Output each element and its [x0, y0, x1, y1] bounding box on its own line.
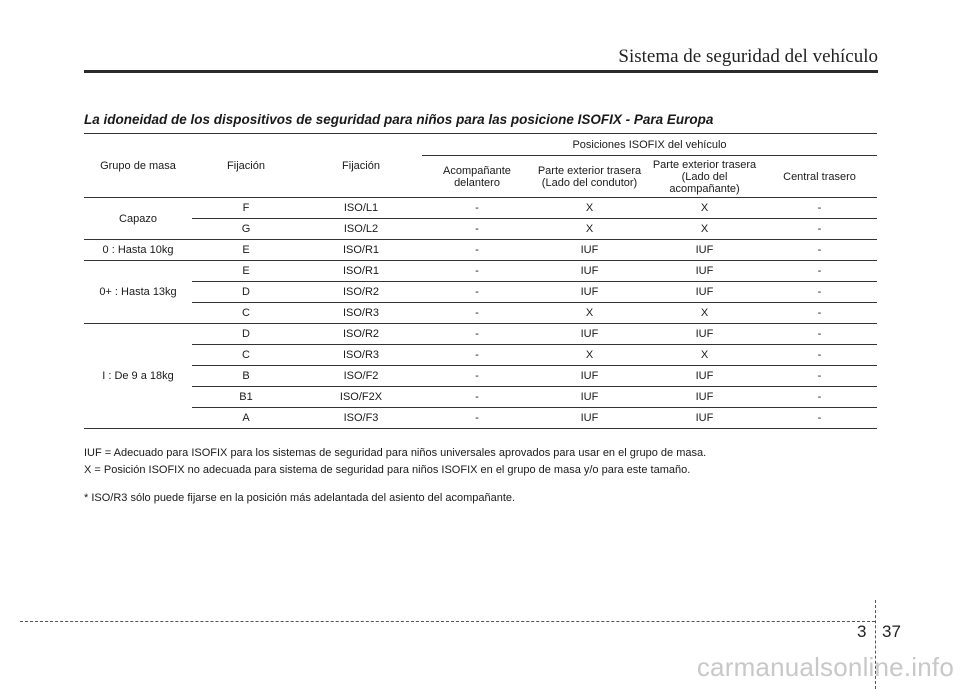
cell-rear-driver: IUF [532, 240, 647, 261]
cell-front: - [422, 366, 532, 387]
header-size-class: Fijación [192, 134, 300, 198]
cell-fixture: ISO/R1 [300, 240, 422, 261]
note-x: X = Posición ISOFIX no adecuada para sistema de seguridad para niños ISOFIX en el grupo de masa y/o para este tamaño. [84, 464, 691, 476]
note-iso-r3: * ISO/R3 sólo puede fijarse en la posición más adelantada del asiento del acompañante. [84, 492, 516, 504]
table-row [84, 303, 877, 324]
table-row [84, 324, 877, 345]
cell-front: - [422, 282, 532, 303]
table-row [84, 261, 877, 282]
page-number: 37 [882, 622, 901, 641]
cell-front: - [422, 408, 532, 429]
cell-center: - [762, 303, 877, 324]
cell-center: - [762, 408, 877, 429]
cell-front: - [422, 324, 532, 345]
cell-rear-driver: X [532, 345, 647, 366]
cell-size: B1 [192, 387, 300, 408]
header-fixture: Fijación [300, 134, 422, 198]
cell-front: - [422, 240, 532, 261]
cell-rear-driver: X [532, 303, 647, 324]
cell-size: D [192, 282, 300, 303]
cell-size: A [192, 408, 300, 429]
chapter-number: 3 [857, 622, 867, 641]
mass-group-cell: 0 : Hasta 10kg [84, 240, 192, 261]
cell-front: - [422, 261, 532, 282]
cell-center: - [762, 324, 877, 345]
table-row [84, 282, 877, 303]
cell-front: - [422, 387, 532, 408]
table-row [84, 387, 877, 408]
cell-size: C [192, 303, 300, 324]
cell-rear-passenger: IUF [647, 261, 762, 282]
cell-rear-driver: IUF [532, 261, 647, 282]
cell-front: - [422, 303, 532, 324]
header-front-passenger: Acompañante delantero [422, 156, 532, 198]
legend-notes [84, 445, 884, 507]
cell-rear-passenger: IUF [647, 408, 762, 429]
footer-rule [20, 621, 875, 622]
cell-fixture: ISO/F3 [300, 408, 422, 429]
cell-rear-passenger: X [647, 345, 762, 366]
cell-rear-passenger: X [647, 198, 762, 219]
cell-rear-passenger: IUF [647, 366, 762, 387]
mass-group-cell: 0+ : Hasta 13kg [84, 261, 192, 324]
cell-size: E [192, 261, 300, 282]
cell-center: - [762, 261, 877, 282]
header-rear-center: Central trasero [762, 156, 877, 198]
cell-rear-passenger: IUF [647, 387, 762, 408]
cell-front: - [422, 219, 532, 240]
cell-fixture: ISO/L2 [300, 219, 422, 240]
header-rear-outboard-passenger: Parte exterior trasera (Lado del acompañante) [647, 156, 762, 198]
cell-size: G [192, 219, 300, 240]
cell-center: - [762, 345, 877, 366]
cell-center: - [762, 198, 877, 219]
mass-group-cell: I : De 9 a 18kg [84, 324, 192, 429]
cell-size: C [192, 345, 300, 366]
watermark: carmanualsonline.info [696, 652, 954, 682]
cell-rear-passenger: X [647, 303, 762, 324]
cell-rear-passenger: IUF [647, 282, 762, 303]
note-iuf: IUF = Adecuado para ISOFIX para los sistemas de seguridad para niños universales aprovados para usar en el grupo de masa. [84, 447, 707, 459]
table-row [84, 240, 877, 261]
cell-rear-driver: X [532, 219, 647, 240]
cell-size: E [192, 240, 300, 261]
table-row [84, 408, 877, 429]
cell-size: F [192, 198, 300, 219]
cell-fixture: ISO/R2 [300, 282, 422, 303]
table-row [84, 219, 877, 240]
cell-rear-passenger: X [647, 219, 762, 240]
isofix-suitability-table [84, 133, 877, 429]
cell-center: - [762, 387, 877, 408]
section-title: La idoneidad de los dispositivos de seguridad para niños para las posicione ISOFIX - Para Europa [84, 112, 714, 127]
cell-size: B [192, 366, 300, 387]
cell-fixture: ISO/R1 [300, 261, 422, 282]
header-rear-outboard-driver: Parte exterior trasera (Lado del condutor) [532, 156, 647, 198]
cell-fixture: ISO/F2X [300, 387, 422, 408]
cell-fixture: ISO/L1 [300, 198, 422, 219]
cell-rear-driver: IUF [532, 387, 647, 408]
mass-group-cell: Capazo [84, 198, 192, 240]
header-rule [84, 70, 878, 73]
cell-front: - [422, 198, 532, 219]
cell-size: D [192, 324, 300, 345]
cell-rear-driver: IUF [532, 324, 647, 345]
cell-rear-passenger: IUF [647, 240, 762, 261]
cell-fixture: ISO/F2 [300, 366, 422, 387]
cell-fixture: ISO/R3 [300, 345, 422, 366]
cell-fixture: ISO/R2 [300, 324, 422, 345]
page-header-title: Sistema de seguridad del vehículo [618, 46, 878, 67]
cell-center: - [762, 219, 877, 240]
cell-fixture: ISO/R3 [300, 303, 422, 324]
cell-front: - [422, 345, 532, 366]
header-mass-group: Grupo de masa [84, 134, 192, 198]
table-body [84, 198, 877, 429]
cell-rear-passenger: IUF [647, 324, 762, 345]
table-row [84, 366, 877, 387]
cell-center: - [762, 366, 877, 387]
cell-rear-driver: X [532, 198, 647, 219]
cell-rear-driver: IUF [532, 366, 647, 387]
cell-center: - [762, 240, 877, 261]
table-row [84, 198, 877, 219]
header-vehicle-positions: Posiciones ISOFIX del vehículo [422, 134, 877, 156]
cell-rear-driver: IUF [532, 282, 647, 303]
table-row [84, 345, 877, 366]
cell-center: - [762, 282, 877, 303]
cell-rear-driver: IUF [532, 408, 647, 429]
